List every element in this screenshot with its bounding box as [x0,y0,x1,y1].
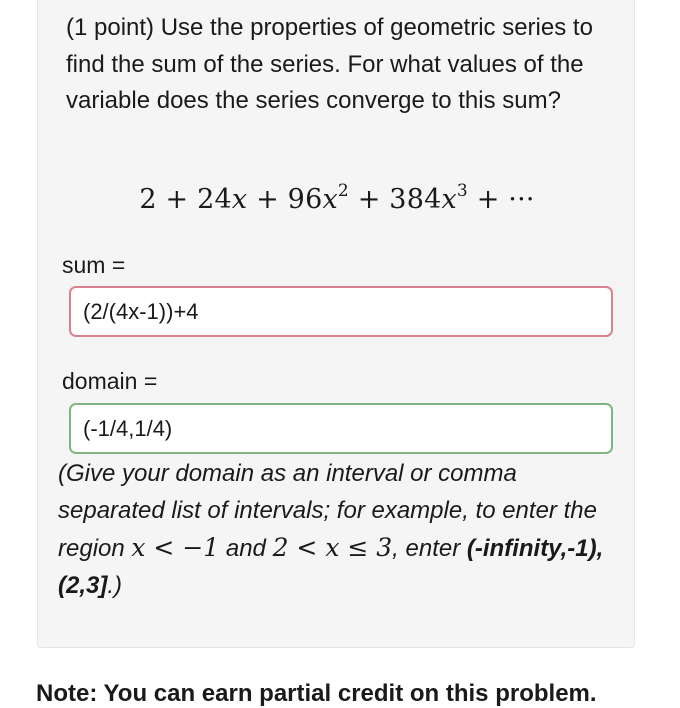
formula-var-1: x [231,184,248,215]
problem-statement: (1 point) Use the properties of geometric series to find the sum of the series. For what values of the variable does the series converge to this sum? [66,14,593,114]
formula-var-3: x [441,184,457,215]
problem-card [37,0,635,648]
formula-term-2: + 96 [247,184,323,215]
hint-text-2: and [219,535,273,562]
series-formula [38,182,636,218]
hint-example: (-infinity,-1), (2,3] [58,535,604,599]
domain-label: domain = [62,368,158,394]
hint-math-2: 2 < x ≤ 3 [272,533,393,562]
domain-format-hint [58,455,620,604]
formula-exp-2: 2 [337,181,349,201]
hint-text-1: (Give your domain as an interval or comma separated list of intervals; for example, to enter the region [58,460,597,562]
formula-term-1: 2 + 24 [139,184,232,215]
hint-math-1: x < −1 [131,533,220,562]
sum-input[interactable] [69,286,613,337]
domain-input[interactable] [69,403,613,454]
formula-term-3: + 384 [348,184,442,215]
formula-term-4: + ··· [467,184,535,215]
formula-var-2: x [322,184,338,215]
hint-text-3: , enter [392,535,467,562]
hint-text-4: .) [107,572,123,599]
formula-exp-3: 3 [456,181,468,201]
sum-label: sum = [62,252,126,278]
partial-credit-note: Note: You can earn partial credit on this problem. [36,680,597,707]
